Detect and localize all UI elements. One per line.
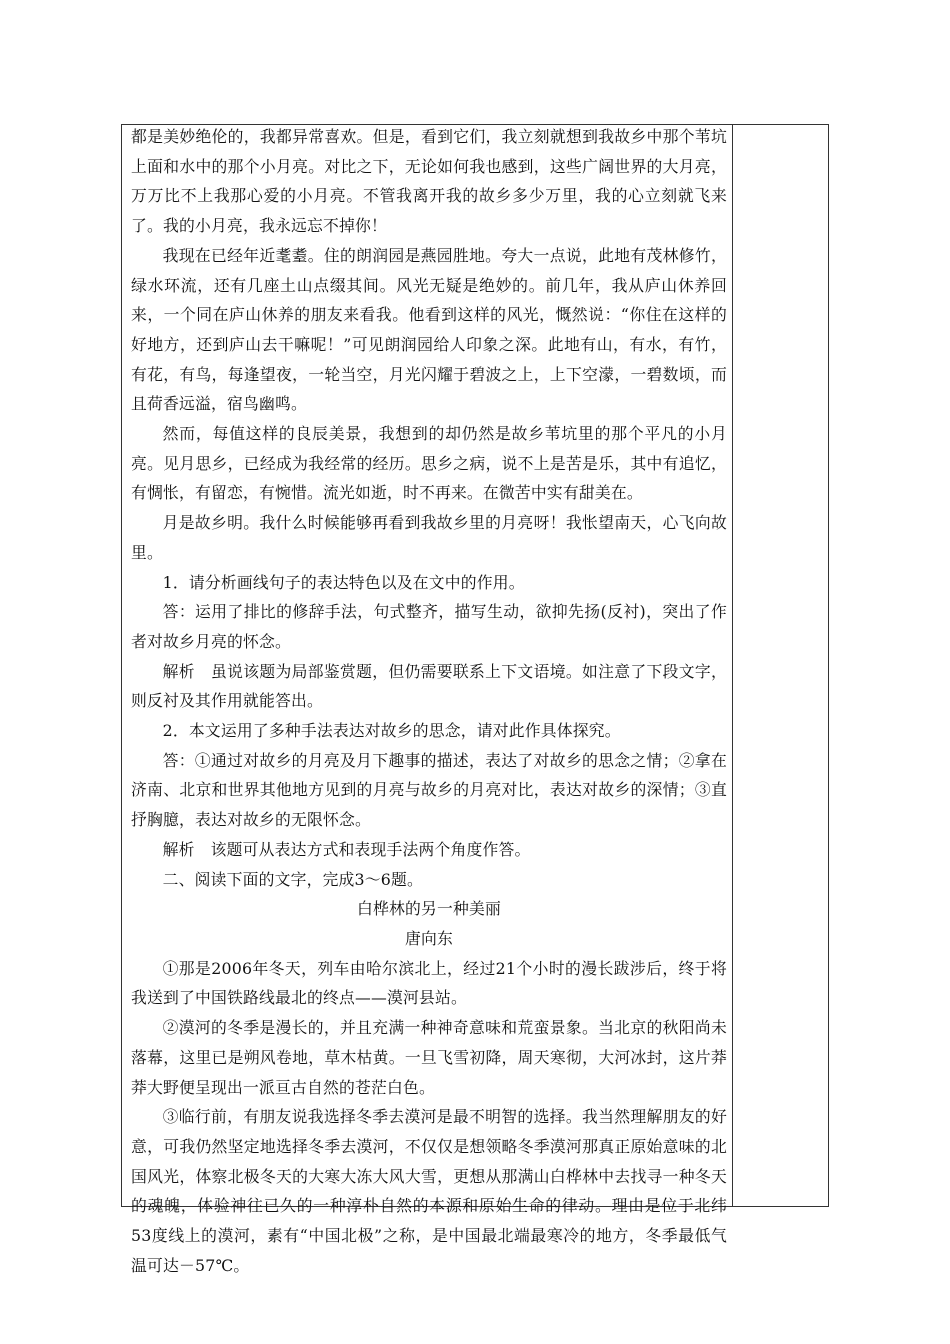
paragraph-moon-hometown: 月是故乡明。我什么时候能够再看到我故乡里的月亮呀！我怅望南天，心飞向故里。	[131, 513, 727, 562]
section-heading: 二、阅读下面的文字，完成3～6题。	[162, 869, 424, 889]
paragraph-langrun-garden: 我现在已经年近耄耋。住的朗润园是燕园胜地。夸大一点说，此地有茂林修竹，绿水环流，还有几座土山点缀其间。风光无疑是绝妙的。前几年，我从庐山休养回来，一个同在庐山休养的朋友来看我。他看到这样的风光，慨然说：“你住在这样的好地方，还到庐山去干嘛呢！”可见朗润园给人印象之深。此地有山，有水，有竹，有花，有鸟，每逢望夜，一轮当空，月光闪耀于碧波之上，上下空濛，一碧数顷，而且荷香远溢，宿鸟幽鸣。	[131, 245, 727, 414]
analysis-2: 解析 该题可从表达方式和表现手法两个角度作答。	[162, 839, 531, 859]
article-paragraph-1: ①那是2006年冬天，列车由哈尔滨北上，经过21个小时的漫长跋涉后，终于将我送到了中国铁路线最北的终点——漠河县站。	[131, 958, 727, 1008]
answer-1: 答：运用了排比的修辞手法，句式整齐，描写生动，欲抑先扬(反衬)，突出了作者对故乡月亮的怀念。	[131, 602, 727, 651]
answer-2: 答：①通过对故乡的月亮及月下趣事的描述，表达了对故乡的思念之情；②拿在济南、北京和世界其他地方见到的月亮与故乡的月亮对比，表达对故乡的深情；③直抒胸臆，表达对故乡的无限怀念。	[131, 750, 727, 830]
question-1: 1．请分析画线句子的表达特色以及在文中的作用。	[162, 572, 525, 592]
document-table	[121, 124, 829, 1275]
article-title: 白桦林的另一种美丽	[357, 899, 501, 919]
article-paragraph-2: ②漠河的冬季是漫长的，并且充满一种神奇意味和荒蛮景象。当北京的秋阳尚未落幕，这里已是朔风卷地，草木枯黄。一旦飞雪初降，周天寒彻，大河冰封，这片莽莽大野便呈现出一派亘古自然的苍茫白色。	[131, 1018, 727, 1097]
paragraph-homesick: 然而，每值这样的良辰美景，我想到的却仍然是故乡苇坑里的那个平凡的小月亮。见月思乡，已经成为我经常的经历。思乡之病，说不上是苦是乐，其中有追忆，有惆怅，有留恋，有惋惜。流光如逝，时不再来。在微苦中实有甜美在。	[131, 424, 727, 503]
article-paragraph-3: ③临行前，有朋友说我选择冬季去漠河是最不明智的选择。我当然理解朋友的好意，可我仍然坚定地选择冬季去漠河，不仅仅是想领略冬季漠河那真正原始意味的北国风光，体察北极冬天的大寒大冻大风大雪，更想从那满山白桦林中去找寻一种冬天的魂魄，体验神往已久的一种淳朴自然的本源和原始生命的律动。理由是位于北纬53度线上的漠河，素有“中国北极”之称，是中国最北端最寒冷的地方，冬季最低气温可达－57℃。	[131, 1107, 727, 1275]
main-text-cell	[131, 122, 727, 1280]
article-author: 唐向东	[405, 928, 453, 948]
paragraph-moon-comparison: 都是美妙绝伦的，我都异常喜欢。但是，看到它们，我立刻就想到我故乡中那个苇坑上面和水中的那个小月亮。对比之下，无论如何我也感到，这些广阔世界的大月亮，万万比不上我那心爱的小月亮。不管我离开我的故乡多少万里，我的心立刻就飞来了。我的小月亮，我永远忘不掉你！	[131, 127, 727, 236]
question-2: 2．本文运用了多种手法表达对故乡的思念，请对此作具体探究。	[162, 721, 621, 741]
notes-cell	[733, 125, 828, 1206]
analysis-1: 解析 虽说该题为局部鉴赏题，但仍需要联系上下文语境。如注意了下段文字，则反衬及其作用就能答出。	[131, 661, 727, 711]
